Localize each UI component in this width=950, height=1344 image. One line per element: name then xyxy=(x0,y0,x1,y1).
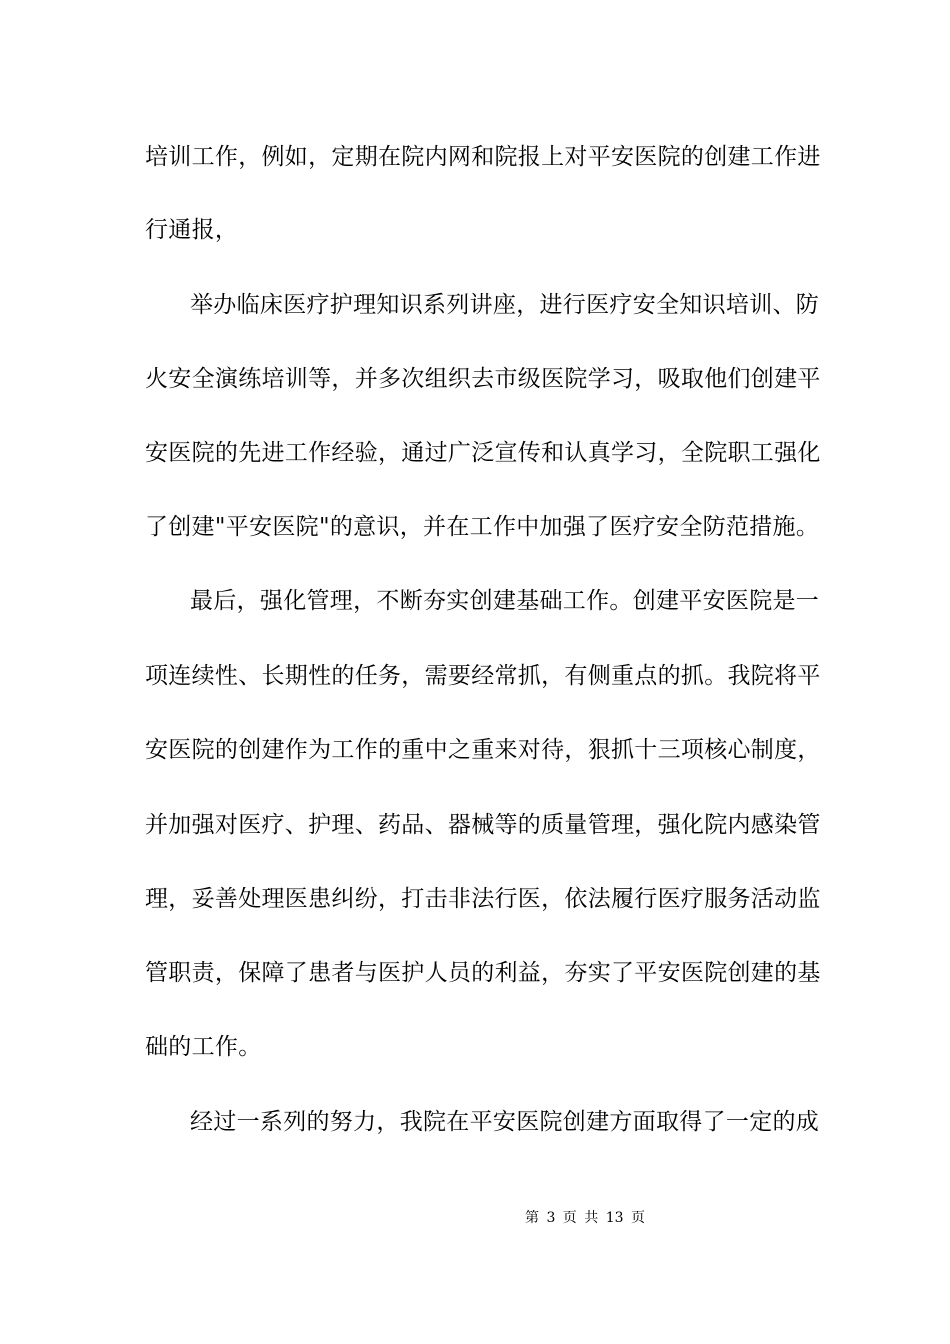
text-line: 项连续性、长期性的任务，需要经常抓，有侧重点的抓。我院将平 xyxy=(145,663,821,689)
text-line: 安医院的创建作为工作的重中之重来对待，狠抓十三项核心制度， xyxy=(145,737,821,763)
text-line: 理，妥善处理医患纠纷，打击非法行医，依法履行医疗服务活动监 xyxy=(145,886,821,912)
text-line: 并加强对医疗、护理、药品、器械等的质量管理，强化院内感染管 xyxy=(145,812,821,838)
text-line: 础的工作。 xyxy=(145,1034,262,1060)
text-line: 行通报， xyxy=(145,217,239,243)
text-line: 举办临床医疗护理知识系列讲座，进行医疗安全知识培训、防 xyxy=(190,292,820,318)
text-line: 最后，强化管理，不断夯实创建基础工作。创建平安医院是一 xyxy=(190,588,820,614)
text-line: 经过一系列的努力，我院在平安医院创建方面取得了一定的成 xyxy=(190,1109,820,1135)
page-number-footer: 第 3 页 共 13 页 xyxy=(525,1210,645,1226)
text-line: 火安全演练培训等，并多次组织去市级医院学习，吸取他们创建平 xyxy=(145,366,821,392)
text-line: 管职责，保障了患者与医护人员的利益，夯实了平安医院创建的基 xyxy=(145,960,821,986)
text-line: 培训工作，例如，定期在院内网和院报上对平安医院的创建工作进 xyxy=(145,144,821,170)
text-line: 了创建"平安医院"的意识，并在工作中加强了医疗安全防范措施。 xyxy=(145,514,820,540)
text-line: 安医院的先进工作经验，通过广泛宣传和认真学习，全院职工强化 xyxy=(145,440,821,466)
